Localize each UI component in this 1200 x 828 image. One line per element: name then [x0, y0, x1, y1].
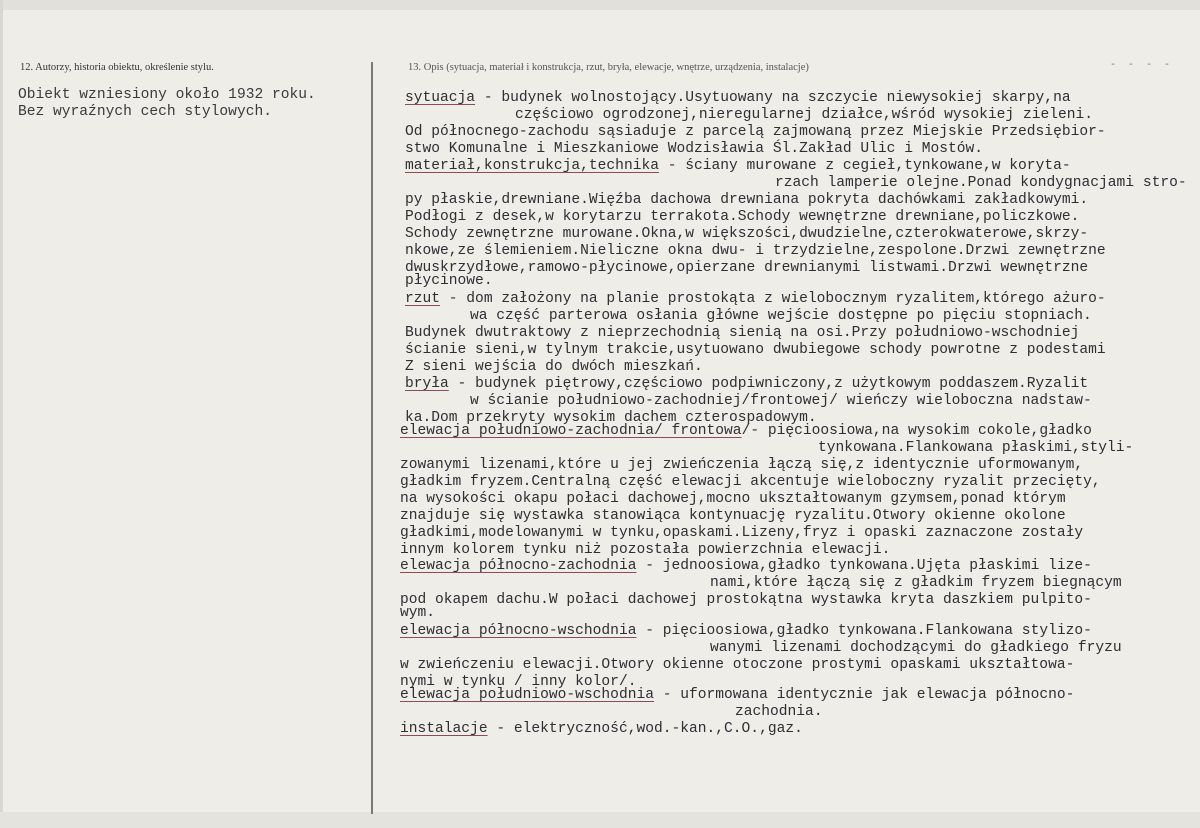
label-rzut: rzut [405, 291, 441, 307]
label-elewacja-pn-zach: elewacja północno-zachodnia [400, 558, 637, 574]
line-17: Z sieni wejścia do dwóch mieszkań. [405, 359, 703, 375]
line-35: w zwieńczeniu elewacji.Otwory okienne otoczone prostymi opaskami ukształtowa- [400, 657, 1075, 673]
line-15: Budynek dwutraktowy z nieprzechodnią sienią na osi.Przy południowo-wschodniej [405, 325, 1080, 341]
line-bryla: bryła - budynek piętrowy,częściowo podpiwniczony,z użytkowym poddaszem.Ryzalit [405, 376, 1089, 392]
line-rzut: rzut - dom założony na planie prostokąta z wielobocznym ryzalitem,którego ażuro- [405, 291, 1106, 307]
line-27: gładkimi,modelowanymi w tynku,opaskami.Lizeny,fryz i opaski zaznaczone zostały [400, 525, 1084, 541]
label-elewacja-pd-wsch: elewacja południowo-wschodnia [400, 687, 654, 703]
label-sytuacja: sytuacja [405, 90, 476, 106]
line-30: nami,które łączą się z gładkim fryzem biegnącym [710, 575, 1122, 591]
line-22: tynkowana.Flankowana płaskimi,styli- [818, 440, 1134, 456]
line-12: płycinowe. [405, 273, 493, 289]
scan-top-edge [0, 0, 1200, 10]
line-19: w ścianie południowo-zachodniej/frontowej/ wieńczy wieloboczna nadstaw- [470, 393, 1092, 409]
scan-bottom-edge [0, 812, 1200, 828]
line-3: Od północnego-zachodu sąsiaduje z parcelą zajmowaną przez Miejskie Przedsiębior- [405, 124, 1106, 140]
line-23: zowanymi lizenami,które u jej zwieńczenia łączą się,z identycznie uformowanym, [400, 457, 1084, 473]
column-divider [371, 62, 373, 814]
line-4: stwo Komunalne i Mieszkaniowe Wodzisławia Śl.Zakład Ulic i Mostów. [405, 141, 984, 157]
label-elewacja-pn-wsch: elewacja północno-wschodnia [400, 623, 637, 639]
label-bryla: bryła [405, 376, 449, 392]
line-2: częściowo ogrodzonej,nieregularnej działce,wśród wysokiej zieleni. [515, 107, 1094, 123]
scan-left-edge [0, 0, 3, 828]
line-31: pod okapem dachu.W połaci dachowej prostokątna wystawka kryta daszkiem pulpito- [400, 592, 1092, 608]
line-26: znajduje się wystawka stanowiąca kontynuację ryzalitu.Otwory okienne okolone [400, 508, 1066, 524]
section-12-header: 12. Autorzy, historia obiektu, określenie stylu. [20, 62, 214, 73]
label-instalacje: instalacje [400, 721, 488, 737]
line-38: zachodnia. [735, 704, 823, 720]
line-9: Schody zewnętrzne murowane.Okna,w większości,dwudzielne,czterokwaterowe,skrzy- [405, 226, 1089, 242]
line-32: wym. [400, 605, 436, 621]
section-13-header: 13. Opis (sytuacja, materiał i konstrukcja, rzut, bryła, elewacje, wnętrze, urządzenia, instalacje) [408, 62, 809, 73]
line-10: nkowe,ze ślemieniem.Nieliczne okna dwu- i trzydzielne,zespolone.Drzwi zewnętrzne [405, 243, 1106, 259]
line-elewacja-1: elewacja południowo-zachodnia/ frontowa/- pięcioosiowa,na wysokim cokole,gładko [400, 423, 1092, 439]
line-8: Podłogi z desek,w korytarzu terrakota.Schody wewnętrzne drewniane,policzkowe. [405, 209, 1080, 225]
line-11: dwuskrzydłowe,ramowo-płycinowe,opierzane drewnianymi listwami.Drzwi wewnętrzne [405, 260, 1089, 276]
label-material: materiał,konstrukcja,technika [405, 158, 659, 174]
line-6: rzach lamperie olejne.Ponad kondygnacjami stro- [775, 175, 1187, 191]
history-text: Obiekt wzniesiony około 1932 roku. Bez wyraźnych cech stylowych. [18, 87, 316, 121]
header-dots: - - - - [1110, 60, 1174, 71]
line-elewacja-3: elewacja północno-wschodnia - pięcioosiowa,gładko tynkowana.Flankowana stylizo- [400, 623, 1092, 639]
line-25: na wysokości okapu połaci dachowej,mocno ukształtowanym gzymsem,ponad którym [400, 491, 1066, 507]
line-elewacja-2: elewacja północno-zachodnia - jednoosiowa,gładko tynkowana.Ujęta płaskimi lize- [400, 558, 1092, 574]
line-36: nymi w tynku / inny kolor/. [400, 674, 637, 690]
line-34: wanymi lizenami dochodzącymi do gładkiego fryzu [710, 640, 1122, 656]
label-elewacja-pd-zach: elewacja południowo-zachodnia/ frontowa [400, 423, 742, 439]
line-material: materiał,konstrukcja,technika - ściany murowane z cegieł,tynkowane,w koryta- [405, 158, 1071, 174]
line-14: wa część parterowa osłania główne wejście dostępne po pięciu stopniach. [470, 308, 1092, 324]
line-16: ścianie sieni,w tylnym trakcie,usytuowano dwubiegowe schody powrotne z podestami [405, 342, 1106, 358]
line-instalacje: instalacje - elektryczność,wod.-kan.,C.O.,gaz. [400, 721, 803, 737]
line-7: py płaskie,drewniane.Więźba dachowa drewniana pokryta dachówkami zakładkowymi. [405, 192, 1089, 208]
line-elewacja-4: elewacja południowo-wschodnia - uformowana identycznie jak elewacja północno- [400, 687, 1075, 703]
line-28: innym kolorem tynku niż pozostała powierzchnia elewacji. [400, 542, 891, 558]
line-20: ka.Dom przekryty wysokim dachem czterospadowym. [405, 410, 817, 426]
line-24: gładkim fryzem.Centralną część elewacji akcentuje wieloboczny ryzalit przecięty, [400, 474, 1101, 490]
line-sytuacja: sytuacja - budynek wolnostojący.Usytuowany na szczycie niewysokiej skarpy,na [405, 90, 1071, 106]
